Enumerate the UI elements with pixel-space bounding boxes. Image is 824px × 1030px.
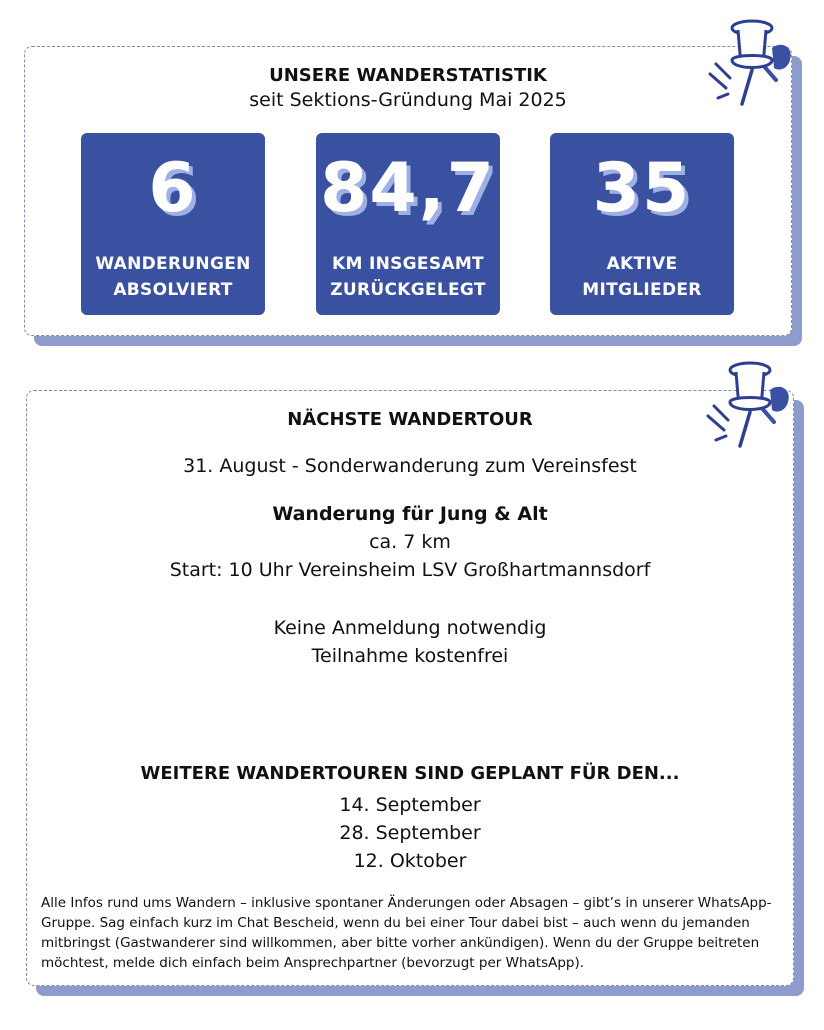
info-paragraph: Alle Infos rund ums Wandern – inklusive spontaner Änderungen oder Absagen – gibt’s in unserer WhatsApp-Gruppe. Sag einfach kurz im Chat Bescheid, wenn du bei einer Tour dabei bist – auch wenn du jemanden mitbringst (Gastwanderer sind willkommen, aber bitte vorher ankündigen). Wenn du der Gruppe beitreten möchtest, melde dich einfach beim Ansprechpartner (bevorzugt per WhatsApp). xyxy=(41,895,772,971)
stat-label-km-line1: KM INSGESAMT xyxy=(332,254,484,274)
future-date-item: 12. Oktober xyxy=(353,850,467,872)
stat-label-km xyxy=(316,251,500,303)
tour-card xyxy=(26,390,794,986)
stats-subtitle: seit Sektions-Gründung Mai 2025 xyxy=(249,89,567,111)
tour-fee: Teilnahme kostenfrei xyxy=(311,645,509,667)
stat-value-members: 35 xyxy=(592,149,692,228)
future-date-item: 28. September xyxy=(339,822,481,844)
stat-value-hikes: 6 xyxy=(148,149,198,228)
stat-label-hikes-line1: WANDERUNGEN xyxy=(95,254,251,274)
stat-box-km xyxy=(316,133,500,315)
stat-label-members-line1: AKTIVE xyxy=(606,254,678,274)
stat-label-km-line2: ZURÜCKGELEGT xyxy=(330,280,486,300)
future-date-item: 14. September xyxy=(339,794,481,816)
tour-title: NÄCHSTE WANDERTOUR xyxy=(287,409,533,430)
pushpin-icon xyxy=(700,356,796,452)
future-dates-list xyxy=(27,791,793,875)
pushpin-icon xyxy=(702,14,798,110)
stat-label-members-line2: MITGLIEDER xyxy=(582,280,702,300)
stat-value-km: 84,7 xyxy=(320,149,496,228)
tour-registration: Keine Anmeldung notwendig xyxy=(273,617,547,639)
stats-card xyxy=(24,46,792,336)
future-tours-title: WEITERE WANDERTOUREN SIND GEPLANT FÜR DEN... xyxy=(140,763,680,784)
stat-label-members xyxy=(550,251,734,303)
stats-title: UNSERE WANDERSTATISTIK xyxy=(269,65,547,86)
tour-start: Start: 10 Uhr Vereinsheim LSV Großhartmannsdorf xyxy=(169,559,651,581)
tour-date-line: 31. August - Sonderwanderung zum Vereinsfest xyxy=(183,455,637,477)
stat-box-members xyxy=(550,133,734,315)
tour-distance: ca. 7 km xyxy=(369,531,451,553)
tour-subtitle: Wanderung für Jung & Alt xyxy=(272,503,548,525)
stat-label-hikes-line2: ABSOLVIERT xyxy=(113,280,233,300)
stat-label-hikes xyxy=(81,251,265,303)
stat-box-hikes xyxy=(81,133,265,315)
